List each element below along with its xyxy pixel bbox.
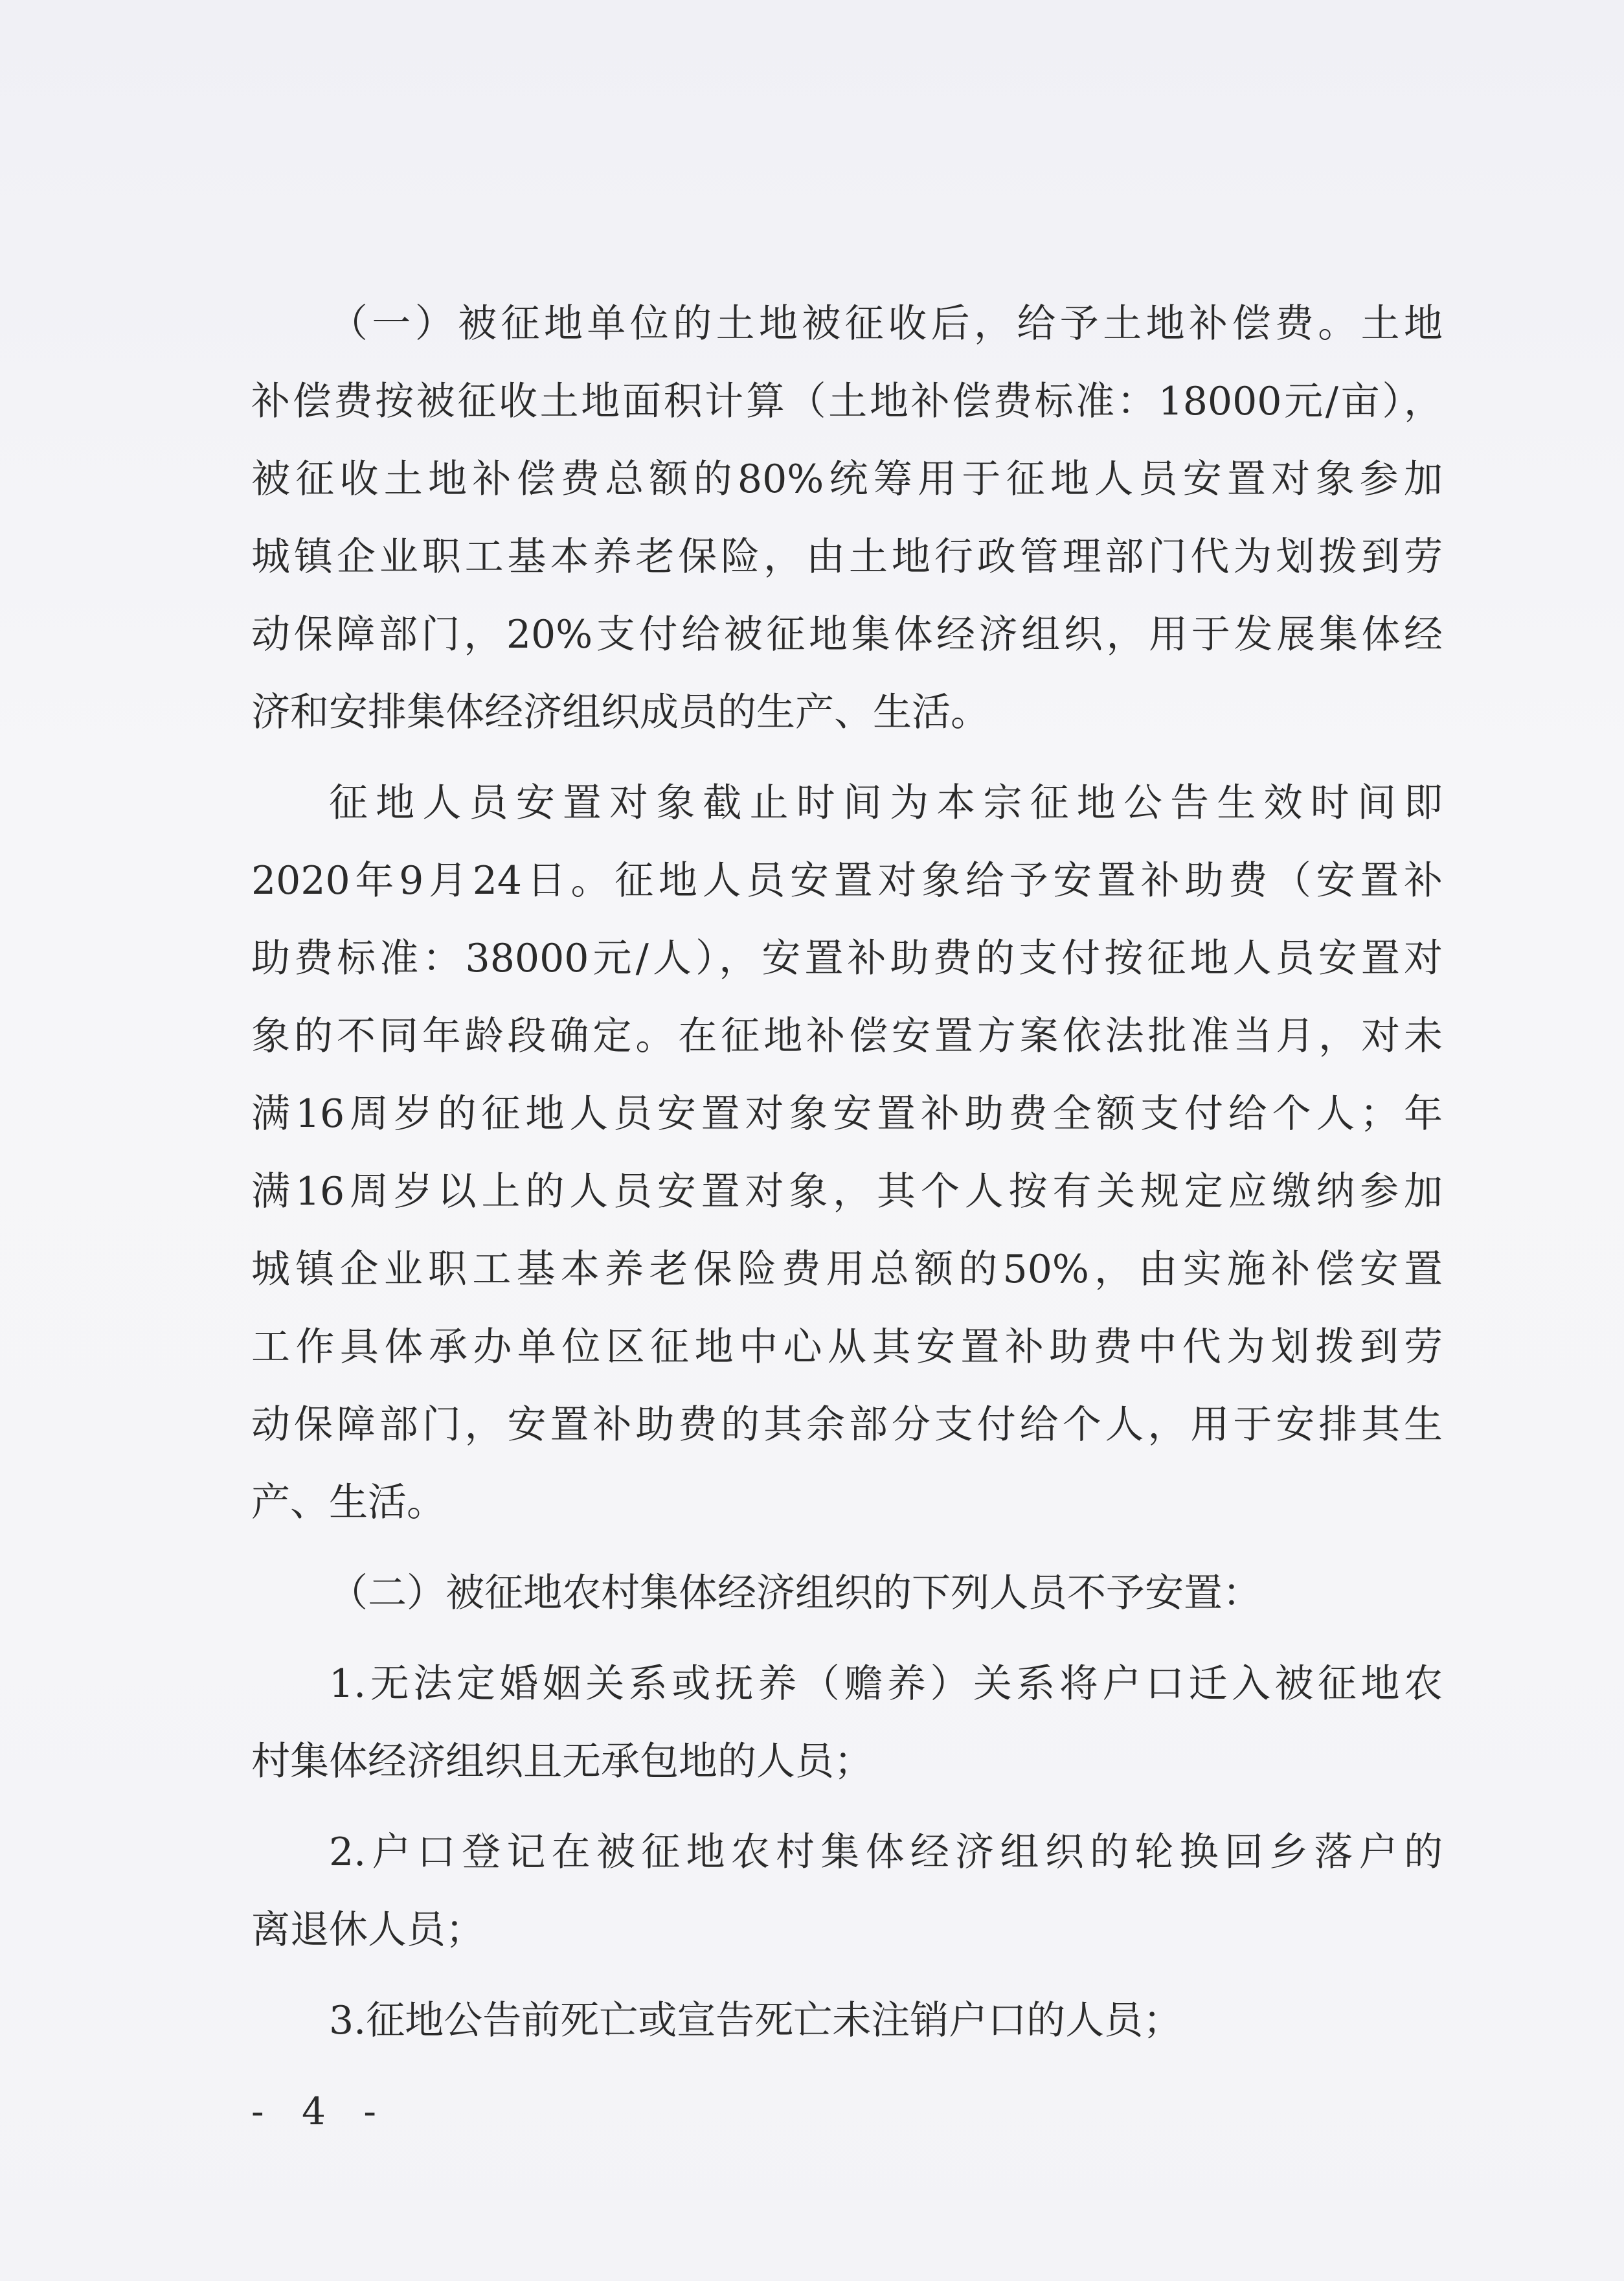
text-line: 满16周岁以上的人员安置对象，其个人按有关规定应缴纳参加 (251, 1169, 1443, 1214)
text-line: 被征收土地补偿费总额的80%统筹用于征地人员安置对象参加 (251, 457, 1443, 502)
text-line: 离退休人员； (251, 1907, 484, 1953)
text-line: 象的不同年龄段确定。在征地补偿安置方案依法批准当月，对未 (251, 1014, 1443, 1059)
text-line: 1.无法定婚姻关系或抚养（赡养）关系将户口迁入被征地农 (329, 1661, 1443, 1707)
text-line: （一）被征地单位的土地被征收后，给予土地补偿费。土地 (329, 301, 1443, 346)
text-line: 济和安排集体经济组织成员的生产、生活。 (251, 690, 989, 735)
text-line: 工作具体承办单位区征地中心从其安置补助费中代为划拨到劳 (251, 1324, 1443, 1370)
text-line: 征地人员安置对象截止时间为本宗征地公告生效时间即 (329, 780, 1443, 826)
text-line: 2020年9月24日。征地人员安置对象给予安置补助费（安置补 (251, 858, 1443, 903)
text-line: 满16周岁的征地人员安置对象安置补助费全额支付给个人；年 (251, 1091, 1443, 1137)
text-line: 村集体经济组织且无承包地的人员； (251, 1739, 873, 1784)
text-line: 补偿费按被征收土地面积计算（土地补偿费标准：18000元/亩）， (251, 379, 1443, 424)
text-line: 动保障部门，安置补助费的其余部分支付给个人，用于安排其生 (251, 1402, 1443, 1447)
text-line: 助费标准：38000元/人），安置补助费的支付按征地人员安置对 (251, 936, 1443, 981)
text-line: 产、生活。 (251, 1480, 445, 1525)
text-line: （二）被征地农村集体经济组织的下列人员不予安置： (329, 1571, 1261, 1616)
text-line: 城镇企业职工基本养老保险，由土地行政管理部门代为划拨到劳 (251, 534, 1443, 580)
text-line: 2.户口登记在被征地农村集体经济组织的轮换回乡落户的 (329, 1830, 1443, 1875)
page-number: - 4 - (251, 2089, 389, 2133)
text-line: 动保障部门，20%支付给被征地集体经济组织，用于发展集体经 (251, 612, 1443, 657)
text-line: 3.征地公告前死亡或宣告死亡未注销户口的人员； (329, 1998, 1182, 2043)
text-line: 城镇企业职工基本养老保险费用总额的50%，由实施补偿安置 (251, 1247, 1443, 1292)
